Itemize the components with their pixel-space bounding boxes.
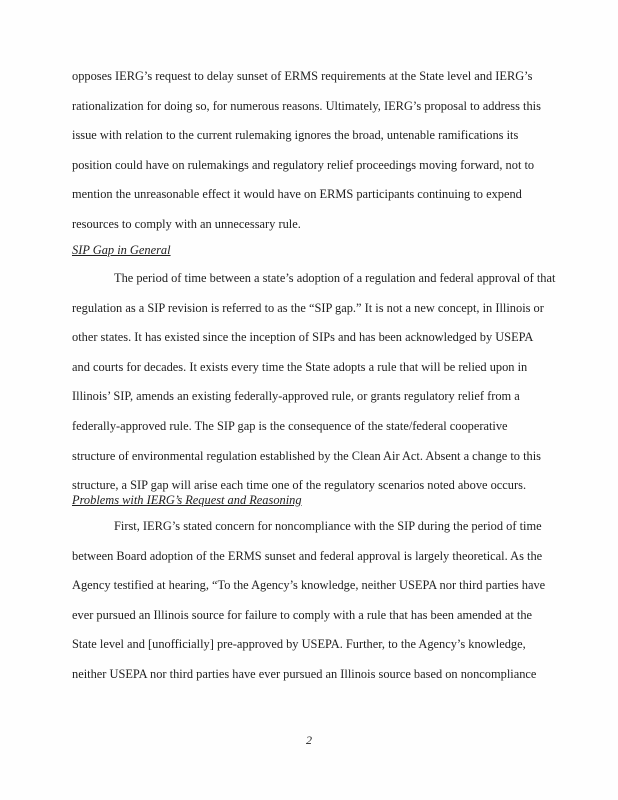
text-line: position could have on rulemakings and regulatory relief proceedings moving forward, not to (72, 157, 535, 172)
section-heading-sip-gap (72, 236, 550, 266)
page-number: 2 (306, 733, 312, 747)
text-line: Agency testified at hearing, “To the Agency’s knowledge, neither USEPA nor third parties have (72, 578, 546, 593)
text-line: rationalization for doing so, for numerous reasons. Ultimately, IERG’s proposal to address this (72, 98, 541, 113)
text-line: State level and [unofficially] pre-approved by USEPA. Further, to the Agency’s knowledge, (72, 637, 526, 652)
text-line: resources to comply with an unnecessary rule. (72, 216, 301, 231)
text-line: First, IERG’s stated concern for noncompliance with the SIP during the period of time (114, 519, 542, 533)
text-line: structure of environmental regulation established by the Clean Air Act. Absent a change to this (72, 448, 542, 463)
text-line: structure, a SIP gap will arise each time one of the regulatory scenarios noted above occurs. (72, 478, 527, 493)
text-line: opposes IERG’s request to delay sunset of ERMS requirements at the State level and IERG’s (72, 69, 533, 83)
text-line: between Board adoption of the ERMS sunset and federal approval is largely theoretical. As the (72, 548, 543, 563)
paragraph-problems (72, 512, 550, 690)
text-line: neither USEPA nor third parties have ever pursued an Illinois source based on noncompliance (72, 666, 537, 681)
heading-text: SIP Gap in General (72, 243, 171, 257)
text-line: issue with relation to the current rulemaking ignores the broad, untenable ramifications its (72, 128, 519, 143)
paragraph-sip-gap (72, 264, 556, 501)
text-line: and courts for decades. It exists every time the State adopts a rule that will be relied upon in (72, 359, 528, 374)
paragraph-continuation (72, 62, 550, 240)
text-line: federally-approved rule. The SIP gap is the consequence of the state/federal cooperative (72, 418, 508, 433)
heading-text: Problems with IERG’s Request and Reasoning (72, 493, 302, 507)
text-line: ever pursued an Illinois source for failure to comply with a rule that has been amended at the (72, 607, 533, 622)
text-line: other states. It has existed since the inception of SIPs and has been acknowledged by USEPA (72, 330, 534, 345)
text-line: regulation as a SIP revision is referred to as the “SIP gap.” It is not a new concept, in Illinois or (72, 300, 544, 315)
text-line: mention the unreasonable effect it would have on ERMS participants continuing to expend (72, 187, 522, 202)
text-line: The period of time between a state’s adoption of a regulation and federal approval of that (114, 271, 556, 285)
text-line: Illinois’ SIP, amends an existing federally-approved rule, or grants regulatory relief from a (72, 389, 520, 404)
